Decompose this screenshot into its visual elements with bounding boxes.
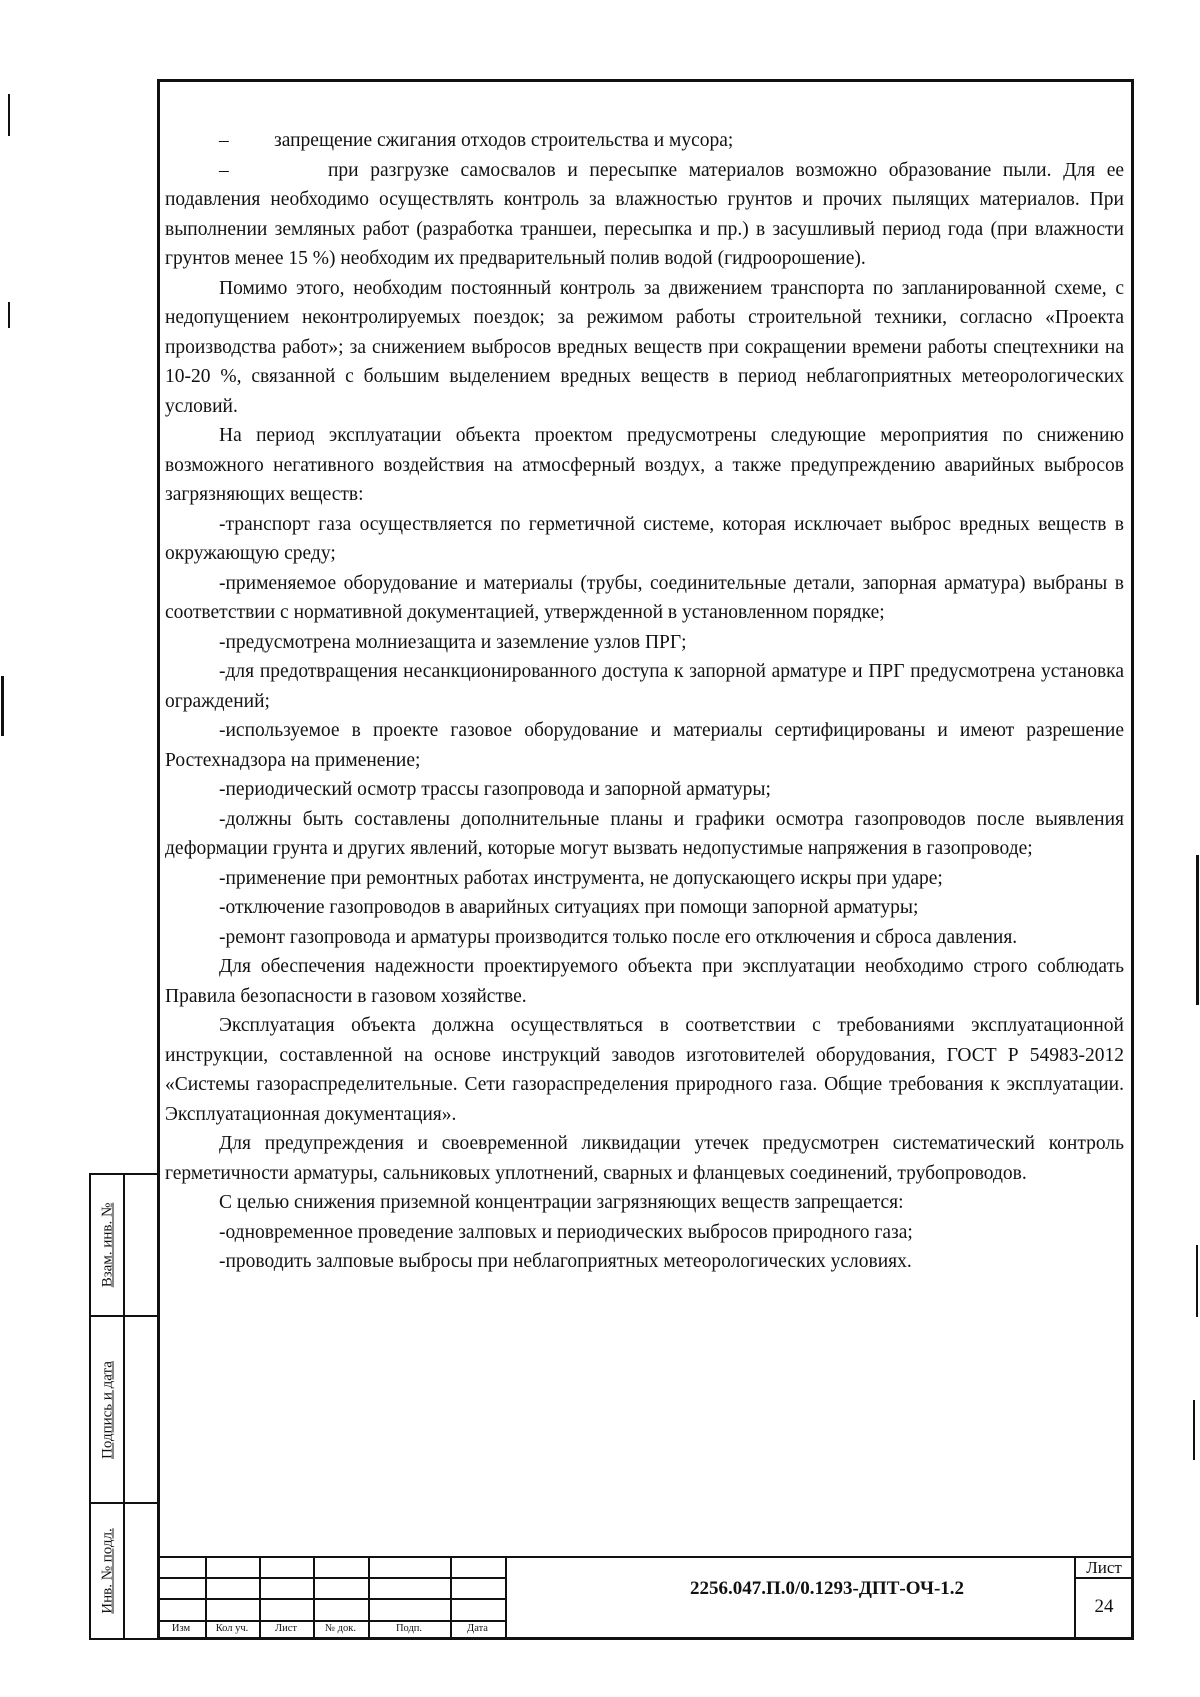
scan-artifact [8,94,10,136]
paragraph-text: Для ее подавления необходимо осуществлять контроль за влажностью грунтов и прочих пылящих материалов. При выполнении земляных работ (разработка траншеи, пересыпка и пр.) в засушливый период года (при влажности грунтов менее 15 %) необходим их предварительный полив водой (гидроорошение). [165,159,1125,269]
scan-artifact [1,676,4,736]
paragraph-4: На период эксплуатации объекта проектом предусмотрены следующие мероприятия по снижению возможного негативного воздействия на атмосферный воздух, а также предупреждению аварийных выбросов загрязняющих веществ: [165,425,1124,505]
dash-marker: – [219,130,229,151]
list-item: -должны быть составлены дополнительные планы и графики осмотра газопроводов после выявления деформации грунта и других явлений, которые могут вызвать недопустимые напряжения в газопроводе; [165,808,1124,859]
paragraph-3: Помимо этого, необходим постоянный контроль за движением транспорта по запланированной схеме, с недопущением неконтролируемых поездок; за режимом работы строительной техники, согласно «Проекта производства работ»; за снижением выбросов вредных веществ при сокращении времени работы спецтехники на 10-20 %, связанной с большим выделением вредных веществ в период неблагоприятных метеорологических условий. [165,277,1124,417]
side-stamp-vzam [89,1173,157,1317]
paragraph-17: Для предупреждения и своевременной ликвидации утечек предусмотрен систематический контроль герметичности арматуры, сальниковых уплотнений, сварных и фланцевых соединений, трубопроводов. [165,1133,1124,1184]
column-izm: Изм [171,1623,191,1634]
paragraph-lead: при разгрузке самосвалов и пересыпке материалов возможно образование пыли. [328,159,1052,181]
column-list: Лист [275,1623,297,1634]
column-n-dok: № док. [325,1623,356,1634]
title-block [157,1556,1134,1640]
divider [157,1556,1134,1558]
body-text [165,126,1124,1277]
sheet-number: 24 [1094,1596,1114,1617]
column-kol-uch: Кол уч. [215,1623,249,1634]
list-item: -проводить залповые выбросы при неблагоприятных метеорологических условиях. [219,1251,912,1272]
paragraph-15: Для обеспечения надежности проектируемого объекта при эксплуатации необходимо строго соблюдать Правила безопасности в газовом хозяйстве. [165,956,1124,1007]
paragraph-2 [165,156,1124,274]
list-item: -применение при ремонтных работах инструмента, не допускающего искры при ударе; [219,867,943,889]
list-item: -отключение газопроводов в аварийных ситуациях при помощи запорной арматуры; [219,897,919,918]
document-code: 2256.047.П.0/0.1293-ДПТ-ОЧ-1.2 [689,1578,965,1599]
list-item: -транспорт газа осуществляется по герметичной системе, которая исключает выброс вредных веществ в окружающую среду; [165,513,1124,564]
divider [505,1556,507,1640]
side-stamp-podpis [89,1315,157,1504]
list-item: -периодический осмотр трассы газопровода и запорной арматуры; [219,779,771,800]
list-item: -используемое в проекте газовое оборудование и материалы сертифицированы и имеют разрешение Ростехнадзора на применение; [165,720,1124,771]
dash-marker: – [219,159,229,181]
paragraph-16: Эксплуатация объекта должна осуществляться в соответствии с требованиями эксплуатационной инструкции, составленной на основе инструкций заводов изготовителей оборудования, ГОСТ Р 54983-2012 «Системы газораспределительные. Сети газораспределения природного газа. Общие требования к эксплуатации. Эксплуатационная документация». [165,1015,1124,1125]
scan-artifact [1193,1400,1195,1460]
side-label-vzam: Взам. инв. № [99,1202,116,1288]
paragraph-1 [165,126,1124,156]
column-data: Дата [467,1623,488,1634]
divider [157,1577,507,1579]
divider [157,1598,507,1600]
side-stamp-inv [89,1502,157,1640]
paragraph-text: запрещение сжигания отходов строительства и мусора; [274,130,734,151]
list-item: -одновременное проведение залповых и периодических выбросов природного газа; [219,1221,913,1243]
side-label-podpis: Подпись и дата [99,1360,116,1459]
list-item: -для предотвращения несанкционированного доступа к запорной арматуре и ПРГ предусмотрена установка ограждений; [165,661,1124,712]
scan-artifact [1196,1245,1198,1317]
list-item: -применяемое оборудование и материалы (трубы, соединительные детали, запорная арматура) выбраны в соответствии с нормативной документацией, утвержденной в установленном порядке; [165,572,1124,623]
sheet-label: Лист [1086,1558,1122,1577]
column-podp: Подп. [395,1623,423,1634]
side-label-inv: Инв. № подл. [99,1528,116,1614]
scan-artifact [8,302,10,328]
scan-artifact [1196,855,1199,1005]
list-item: -ремонт газопровода и арматуры производится только после его отключения и сброса давления. [219,926,1018,948]
paragraph-18: С целью снижения приземной концентрации загрязняющих веществ запрещается: [219,1192,904,1213]
divider [157,1620,507,1622]
list-item: -предусмотрена молниезащита и заземление узлов ПРГ; [219,631,687,653]
